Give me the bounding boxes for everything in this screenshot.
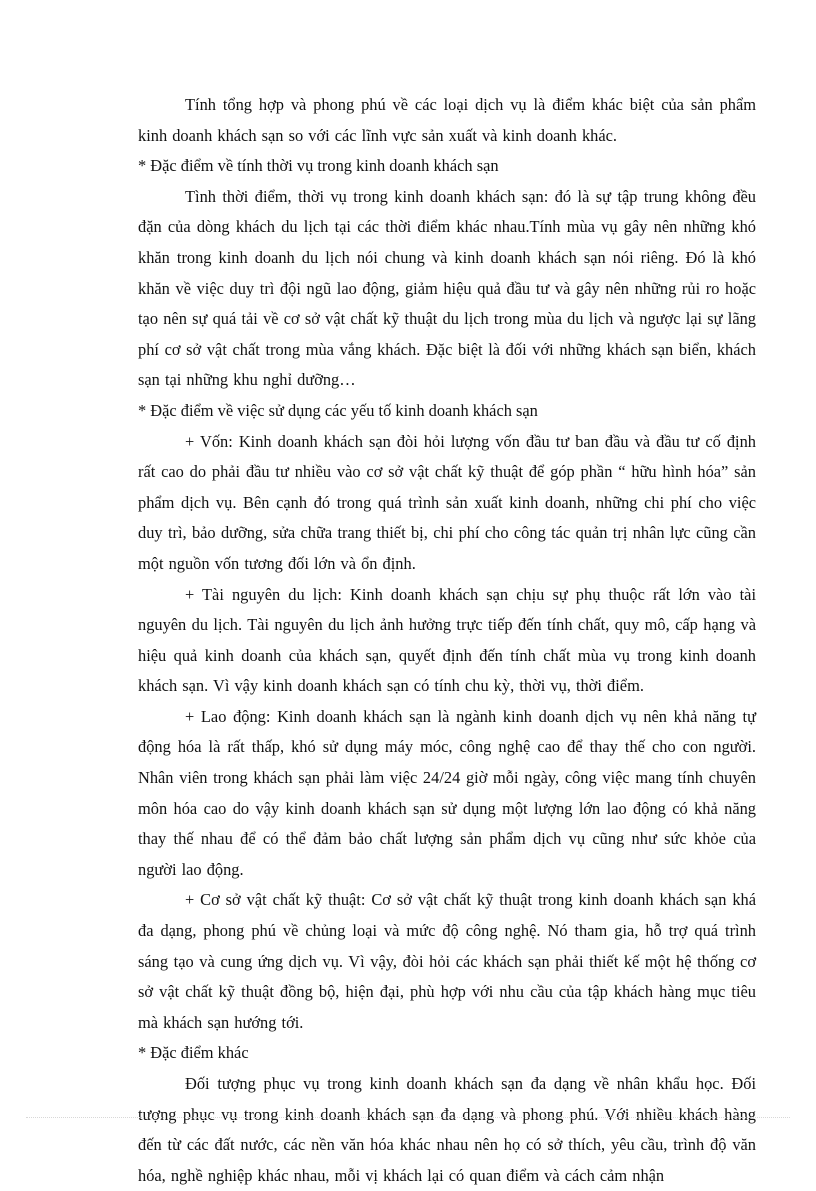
paragraph-capital: + Vốn: Kinh doanh khách sạn đòi hỏi lượng vốn đầu tư ban đầu và đầu tư cố định rất cao do phải đầu tư nhiều vào cơ sở vật chất kỹ thuật để góp phần “ hữu hình hóa” sản phẩm dịch vụ. Bên cạnh đó trong quá trình sản xuất kinh doanh, những chi phí cho việc duy trì, bảo dưỡng, sửa chữa trang thiết bị, chi phí cho công tác quản trị nhân lực cũng cần một nguồn vốn tương đối lớn và ổn định. (138, 431, 756, 573)
paragraph-tourism-resources: + Tài nguyên du lịch: Kinh doanh khách sạn chịu sự phụ thuộc rất lớn vào tài nguyên du lịch. Tài nguyên du lịch ảnh hưởng trực tiếp đến tính chất, quy mô, cấp hạng và hiệu quả kinh doanh của khách sạn, quyết định đến tính chất mùa vụ trong kinh doanh khách sạn. Vì vậy kinh doanh khách sạn có tính chu kỳ, thời vụ, thời điểm. (138, 584, 756, 696)
heading-seasonality: * Đặc điểm về tính thời vụ trong kinh doanh khách sạn (138, 156, 499, 176)
paragraph-labor: + Lao động: Kinh doanh khách sạn là ngành kinh doanh dịch vụ nên khả năng tự động hóa là rất thấp, khó sử dụng máy móc, công nghệ cao để thay thế cho con người. Nhân viên trong khách sạn phải làm việc 24/24 giờ mỗi ngày, công việc mang tính chuyên môn hóa cao do vậy kinh doanh khách sạn sử dụng một lượng lớn lao động có khả năng thay thế nhau để có thể đảm bảo chất lượng sản phẩm dịch vụ cũng như sức khỏe của người lao động. (138, 706, 756, 879)
paragraph-seasonality: Tình thời điểm, thời vụ trong kinh doanh khách sạn: đó là sự tập trung không đều đặn của dòng khách du lịch tại các thời điểm khác nhau.Tính mùa vụ gây nên những khó khăn trong kinh doanh du lịch nói chung và kinh doanh khách sạn nói riêng. Đó là khó khăn về việc duy trì đội ngũ lao động, giảm hiệu quả đầu tư và gây nên những rủi ro hoặc tạo nên sự quá tải về cơ sở vật chất kỹ thuật du lịch trong mùa du lịch và ngược lại sự lãng phí cơ sở vật chất trong mùa vắng khách. Đặc biệt là đối với những khách sạn biển, khách sạn tại những khu nghỉ dưỡng… (138, 186, 756, 390)
paragraph-service-diversity: Tính tổng hợp và phong phú về các loại dịch vụ là điểm khác biệt của sản phẩm kinh doanh khách sạn so với các lĩnh vực sản xuất và kinh doanh khác. (138, 95, 756, 145)
heading-other-characteristics: * Đặc điểm khác (138, 1043, 249, 1063)
page-bottom-divider (26, 1117, 790, 1118)
paragraph-customers: Đối tượng phục vụ trong kinh doanh khách sạn đa dạng về nhân khẩu học. Đối tượng phục vụ trong kinh doanh khách sạn đa dạng và phong phú. Với nhiều khách hàng đến từ các đất nước, các nền văn hóa khác nhau nên họ có sở thích, yêu cầu, trình độ văn hóa, nghề nghiệp khác nhau, mỗi vị khách lại có quan điểm và cách cảm nhận (138, 1074, 756, 1185)
paragraph-facilities: + Cơ sở vật chất kỹ thuật: Cơ sở vật chất kỹ thuật trong kinh doanh khách sạn khá đa dạng, phong phú về chủng loại và mức độ công nghệ. Nó tham gia, hỗ trợ quá trình sáng tạo và cung ứng dịch vụ. Vì vậy, đòi hỏi các khách sạn phải thiết kế một hệ thống cơ sở vật chất kỹ thuật đồng bộ, hiện đại, phù hợp với nhu cầu của tập khách hàng mục tiêu mà khách sạn hướng tới. (138, 890, 756, 1032)
document-page (138, 90, 756, 1191)
heading-business-factors: * Đặc điểm về việc sử dụng các yếu tố kinh doanh khách sạn (138, 400, 538, 420)
